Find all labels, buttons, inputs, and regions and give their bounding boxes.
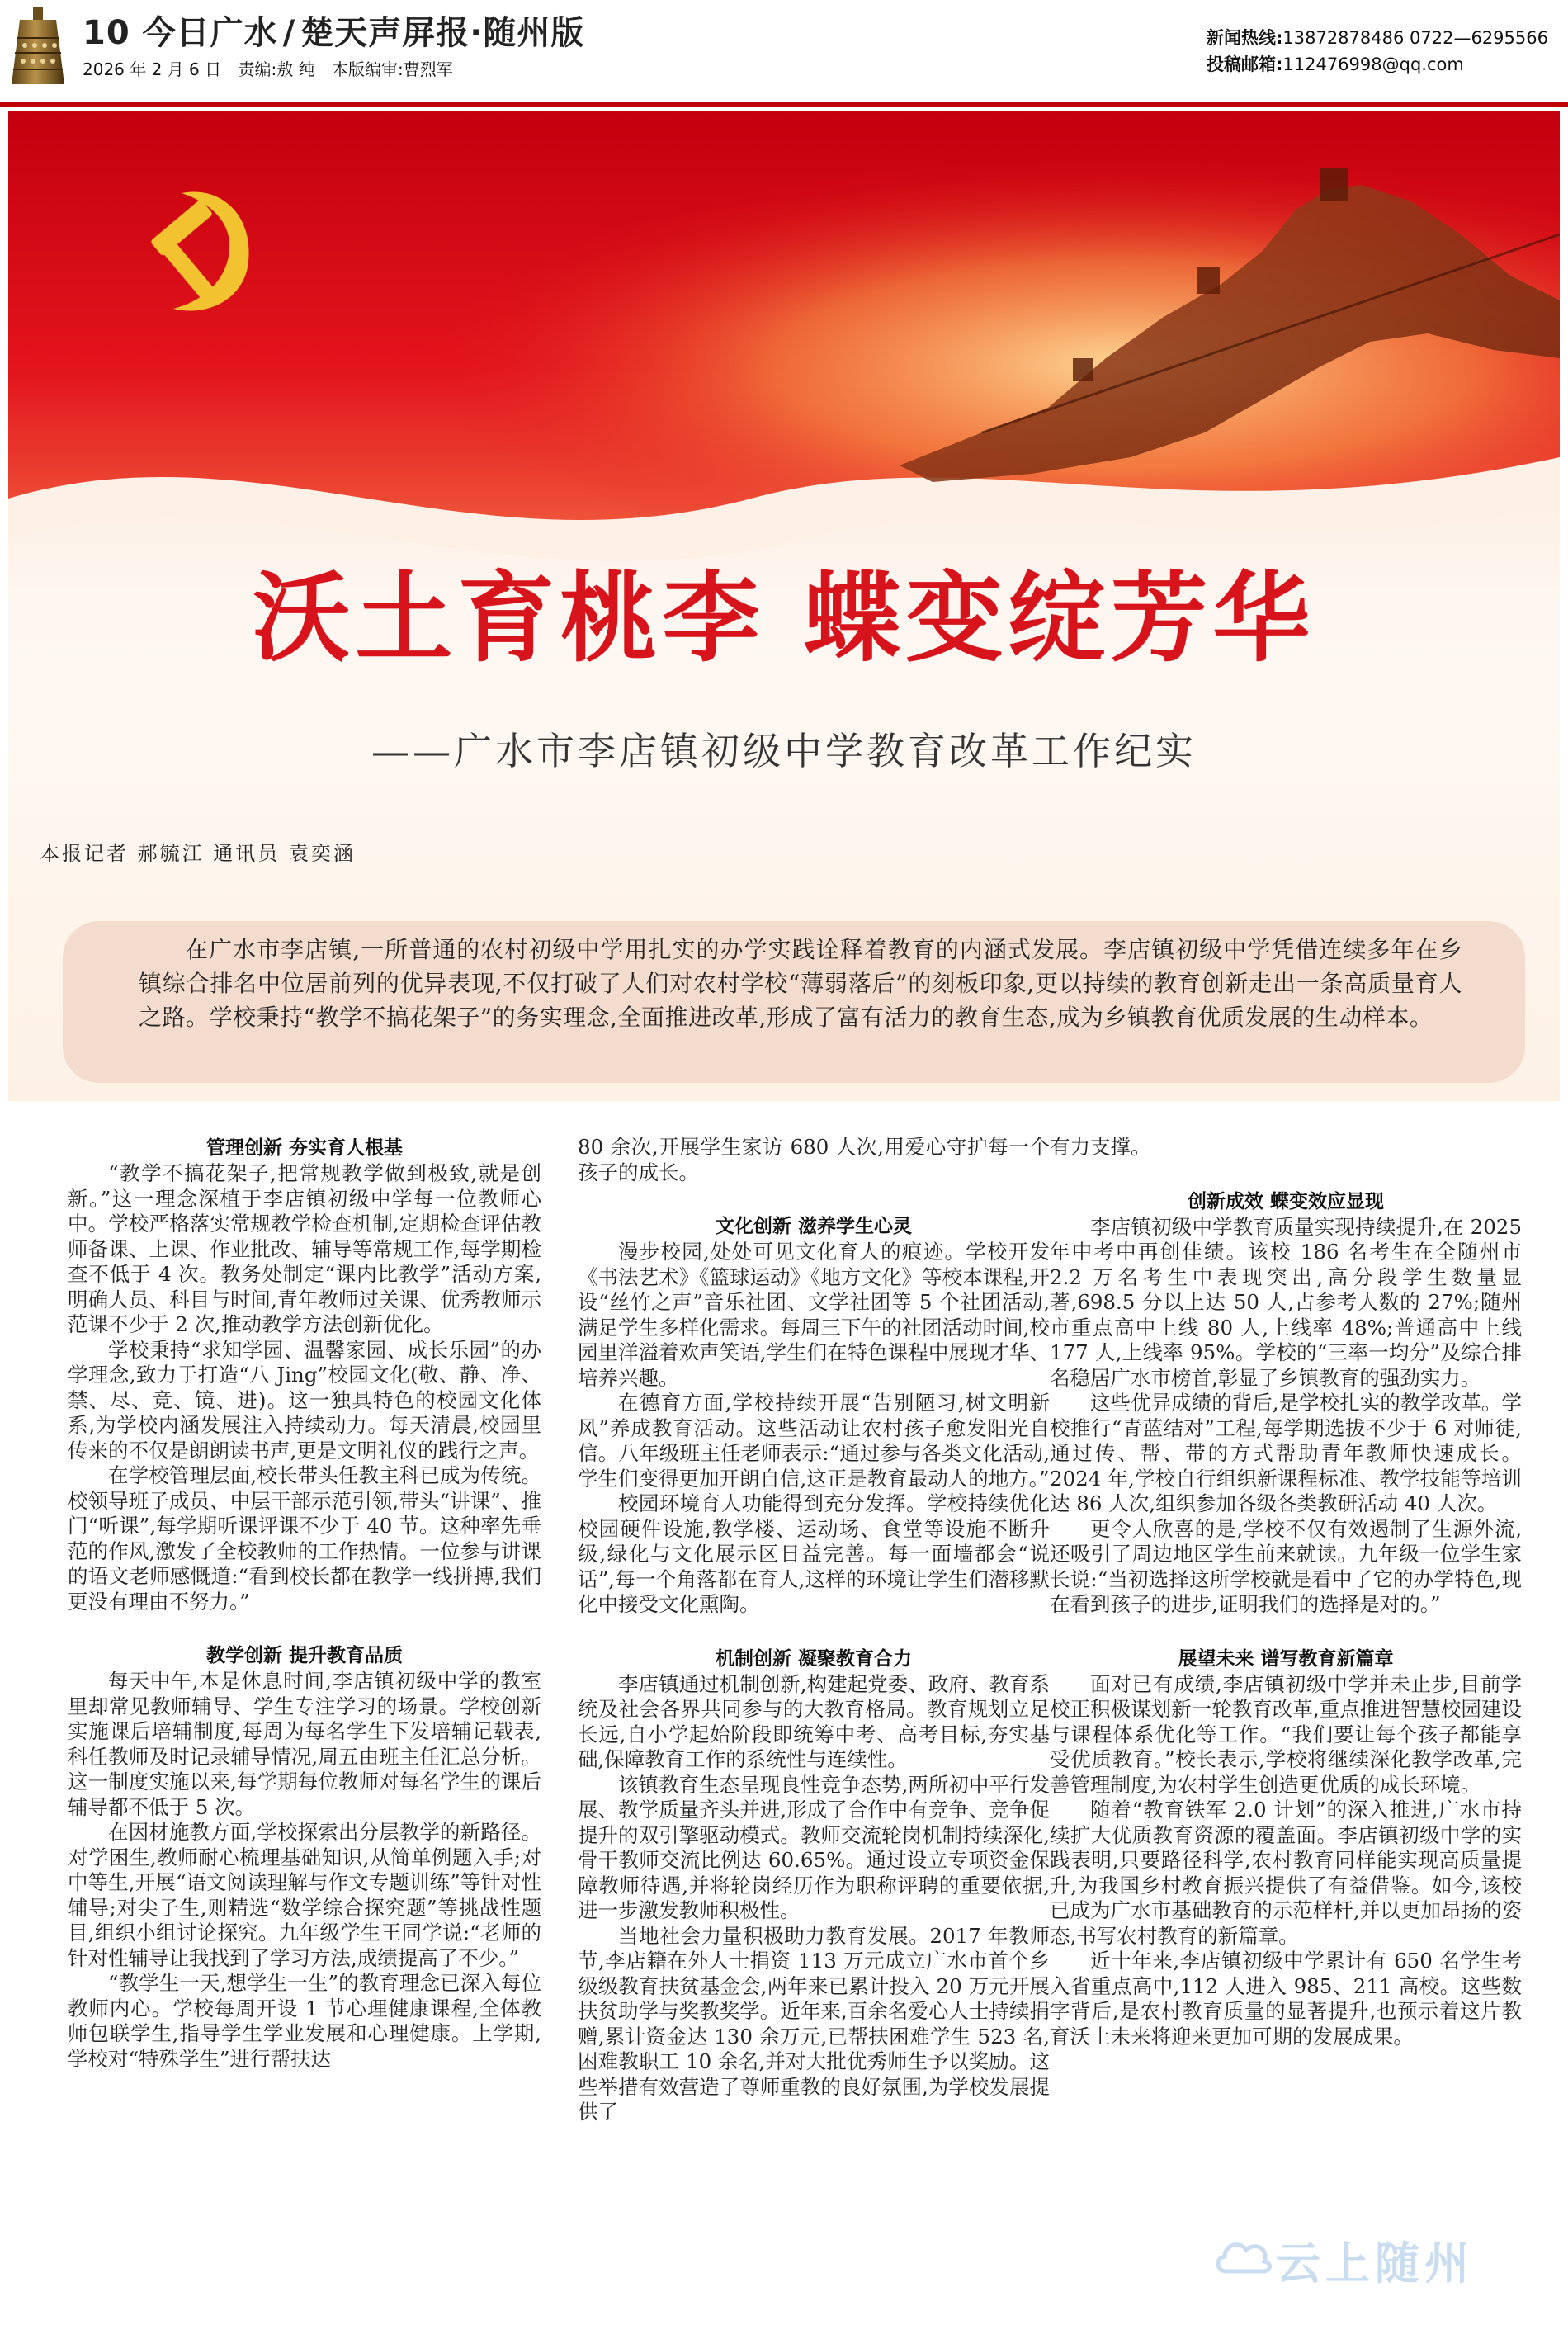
page-header-title — [83, 7, 584, 54]
section-heading: 管理创新 夯实育人根基 — [205, 1137, 403, 1159]
paragraph: 李店镇通过机制创新,构建起党委、政府、教育系统及社会各界共同参与的大教育格局。教育规划立足长远,自小学起始阶段即统筹中考、高考目标,夯实基础,保障教育工作的系统性与连续性。 — [578, 1671, 1050, 1771]
email-value: 112476998@qq.com — [1282, 54, 1464, 74]
hotline-value: 13872878486 0722—6295566 — [1282, 28, 1548, 48]
cloud-icon — [1213, 2230, 1273, 2280]
edition-separator: / — [282, 14, 296, 52]
article-column-1 — [68, 1135, 541, 2072]
paragraph: “教学不搞花架子,把常规教学做到极致,就是创新。”这一理念深植于李店镇初级中学每一位教师心中。学校严格落实常规教学检查机制,定期检查评估教师备课、上课、作业批改、辅导等常规工作,每学期检查不低于 4 次。教务处制定“课内比教学”活动方案,明确人员、科目与时间,青年教师过关课、优秀教师示范课不少于 2 次,推动教学方法创新优化。 — [68, 1161, 541, 1336]
paragraph: 漫步校园,处处可见文化育人的痕迹。学校开发《书法艺术》《篮球运动》《地方文化》等校本课程,开设“丝竹之声”音乐社团、文学社团等 5 个社团活动,满足学生多样化需求。每周三下午的社团活动时间,校园里洋溢着欢声笑语,学生们在特色课程中展现才华、培养兴趣。 — [578, 1240, 1050, 1390]
watermark-text: 云上随州 — [1276, 2238, 1474, 2290]
paragraph: 该镇教育生态呈现良性竞争态势,两所初中平行发展、教学质量齐头并进,形成了合作中有竞争、竞争促提升的双引擎驱动模式。教师交流轮岗机制持续深化,骨干教师交流比例达 60.65%。通过设立专项资金保障教师待遇,并将轮岗经历作为职称评聘的重要依据,进一步激发教师积极性。 — [578, 1772, 1050, 1922]
email-label: 投稿邮箱: — [1206, 54, 1283, 74]
article-column-2 — [578, 1135, 1050, 2125]
paragraph: 在德育方面,学校持续开展“告别陋习,树文明新风”养成教育活动。这些活动让农村孩子愈发阳光自信。八年级班主任老师表示:“通过参与各类文化活动,学生们变得更加开朗自信,这正是教育最动人的地方。” — [578, 1391, 1050, 1491]
bronze-bell-icon — [5, 5, 71, 91]
edition-name: 今日广水 — [142, 14, 278, 52]
paragraph: 李店镇初级中学教育质量实现持续提升,在 2025 年中考中再创佳绩。该校 186 名考生在全随州市 2.2 万名考生中表现突出,高分段学生数量显著,698.5 分以上达 50 人,占参考人数的 27%;随州市重点高中上线 80 人,上线率 48%;普通高中上线 177 人,上线率 95%。学校的“三率一均分”及综合排名稳居广水市榜首,彰显了乡镇教育的强劲实力。 — [1050, 1214, 1522, 1390]
section-heading: 教学创新 提升教育品质 — [205, 1645, 403, 1666]
paragraph: 这些优异成绩的背后,是学校扎实的教学改革。学校推行“青蓝结对”工程,每学期选拔不少于 6 对师徒,通过传、帮、带的方式帮助青年教师快速成长。2024 年,学校自行组织新课程标准、教学技能等培训达 86 人次,组织参加各级各类教研活动 40 人次。 — [1050, 1391, 1522, 1515]
sub-edition-name: 楚天声屏报·随州版 — [300, 14, 585, 52]
article-subheadline: ——广水市李店镇初级中学教育改革工作纪实 — [371, 729, 1197, 773]
paragraph: 近十年来,李店镇初级中学累计有 650 名学生考入省重点高中,112 人进入 985、211 高校。这些数字背后,是农村教育质量的显著提升,也预示着这片教育沃土未来将迎来更加可期的发展成果。 — [1050, 1949, 1522, 2049]
paragraph: 当地社会力量积极助力教育发展。2017 年教师节,李店籍在外人士捐资 113 万元成立广水市首个乡级级教育扶贫基金会,两年来已累计投入 20 万元开展扶贫助学与奖教奖学。近年来,百余名爱心人士持续捐赠,累计资金达 130 余万元,已帮扶困难学生 523 名,困难教职工 10 余名,并对大批优秀师生予以奖励。这些举措有效营造了尊师重教的良好氛围,为学校发展提供了 — [578, 1923, 1050, 2124]
header-rule — [0, 102, 1568, 107]
issue-date: 2026 年 2 月 6 日 — [83, 59, 222, 79]
article-column-3 — [1050, 1135, 1522, 2049]
intro-paragraph: 在广水市李店镇,一所普通的农村初级中学用扎实的办学实践诠释着教育的内涵式发展。李店镇初级中学凭借连续多年在乡镇综合排名中位居前列的优异表现,不仅打破了人们对农村学校“薄弱落后”的刻板印象,更以持续的教育创新走出一条高质量育人之路。学校秉持“教学不搞花架子”的务实理念,全面推进改革,形成了富有活力的教育生态,成为乡镇教育优质发展的生动样本。 — [139, 936, 1462, 1031]
paragraph: “教学生一天,想学生一生”的教育理念已深入每位教师内心。学校每周开设 1 节心理健康课程,全体教师包联学生,指导学生学业发展和心理健康。上学期,学校对“特殊学生”进行帮扶达 — [68, 1971, 541, 2071]
paragraph: 在因材施教方面,学校探索出分层教学的新路径。对学困生,教师耐心梳理基础知识,从简单例题入手;对中等生,开展“语文阅读理解与作文专题训练”等针对性辅导;对尖子生,则精选“数学综合探究题”等挑战性题目,组织小组讨论探究。九年级学生王同学说:“老师的针对性辅导让我找到了学习方法,成绩提高了不少。” — [68, 1820, 541, 1970]
paragraph: 在学校管理层面,校长带头任教主科已成为传统。校领导班子成员、中层干部示范引领,带头“讲课”、推门“听课”,每学期听课评课不少于 40 节。这种率先垂范的作风,激发了全校教师的工作热情。一位参与讲课的语文老师感慨道:“看到校长都在教学一线拼搏,我们更没有理由不努力。” — [68, 1463, 541, 1614]
paragraph: 面对已有成绩,李店镇初级中学并未止步,目前学校正积极谋划新一轮教育改革,重点推进智慧校园建设与课程体系优化等工作。“我们要让每个孩子都能享受优质教育。”校长表示,学校将继续深化教学改革,完善管理制度,为农村学生创造更优质的成长环境。 — [1050, 1671, 1522, 1797]
editor-credit: 责编:敖 纯 — [238, 59, 315, 79]
source-watermark — [1213, 2220, 1543, 2294]
masthead — [0, 0, 1568, 99]
article-byline: 本报记者 郝毓江 通讯员 袁奕涵 — [40, 842, 356, 865]
paragraph: 随着“教育铁军 2.0 计划”的深入推进,广水市持续扩大优质教育资源的覆盖面。李店镇初级中学的实践表明,只要路径科学,农村教育同样能实现高质量提升,为我国乡村教育振兴提供了有益借鉴。如今,该校已成为广水市基础教育的示范样杆,并以更加昂扬的姿态,书写农村教育的新篇章。 — [1050, 1798, 1522, 1948]
paragraph: 每天中午,本是休息时间,李店镇初级中学的教室里却常见教师辅导、学生专注学习的场景。学校创新实施课后培辅制度,每周为每名学生下发培辅记载表,科任教师及时记录辅导情况,周五由班主任汇总分析。这一制度实施以来,每学期每位教师对每名学生的课后辅导都不低于 5 次。 — [68, 1669, 541, 1819]
section-heading: 创新成效 蝶变效应显现 — [1187, 1190, 1384, 1212]
paragraph-continuation: 80 余次,开展学生家访 680 人次,用爱心守护每一个孩子的成长。 — [578, 1135, 1050, 1184]
section-heading: 机制创新 凝聚教育合力 — [715, 1647, 912, 1670]
article-headline: 沃土育桃李 蝶变绽芳华 — [253, 560, 1315, 675]
hotline-label: 新闻热线: — [1206, 28, 1283, 48]
section-heading: 展望未来 谱写教育新篇章 — [1178, 1647, 1394, 1670]
paragraph-continuation: 有力支撑。 — [1050, 1135, 1151, 1159]
section-heading: 文化创新 滋养学生心灵 — [715, 1216, 912, 1237]
contact-info — [1207, 25, 1548, 78]
page-number: 10 — [83, 14, 130, 52]
intro-summary-box — [63, 921, 1525, 1083]
paragraph: 学校秉持“求知学园、温馨家园、成长乐园”的办学理念,致力于打造“八 Jing”校园文化(敬、静、净、禁、尽、竞、镜、进)。这一独具特色的校园文化体系,为学校内涵发展注入持续动力。每天清晨,校园里传来的不仅是朗朗读书声,更是文明礼仪的践行之声。 — [68, 1337, 541, 1463]
layout-editor-credit: 本版编审:曹烈军 — [331, 59, 453, 79]
paragraph: 更令人欣喜的是,学校不仅有效遏制了生源外流,还吸引了周边地区学生前来就读。九年级一位学生家长说:“当初选择这所学校就是看中了它的办学特色,现在看到孩子的进步,证明我们的选择是对的。” — [1050, 1516, 1522, 1616]
paragraph: 校园环境育人功能得到充分发挥。学校持续优化校园硬件设施,教学楼、运动场、食堂等设施不断升级,绿化与文化展示区日益完善。每一面墙都会“说话”,每一个角落都在育人,这样的环境让学生们潜移默化中接受文化熏陶。 — [578, 1491, 1050, 1616]
issue-info — [83, 56, 465, 80]
